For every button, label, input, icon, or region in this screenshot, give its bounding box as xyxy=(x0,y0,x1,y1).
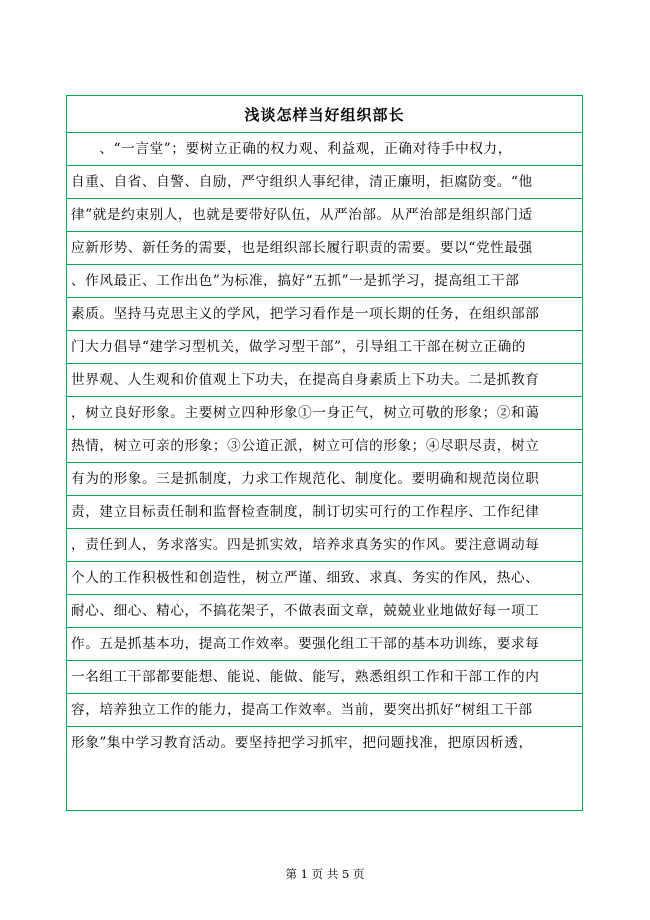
body-line: 作。五是抓基本功，提高工作效率。要强化组工干部的基本功训练，要求每 xyxy=(67,628,582,661)
body-line: 个人的工作积极性和创造性，树立严谨、细致、求真、务实的作风，热心、 xyxy=(67,562,582,595)
document-body xyxy=(67,133,582,810)
body-line: ，责任到人，务求落实。四是抓实效，培养求真务实的作风。要注意调动每 xyxy=(67,529,582,562)
body-line: 耐心、细心、精心，不搞花架子，不做表面文章，兢兢业业地做好每一项工 xyxy=(67,595,582,628)
body-line: 、作风最正、工作出色”为标准，搞好“五抓”一是抓学习，提高组工干部 xyxy=(67,265,582,298)
body-line: 门大力倡导“建学习型机关，做学习型干部”，引导组工干部在树立正确的 xyxy=(67,331,582,364)
body-line: 、“一言堂”；要树立正确的权力观、利益观，正确对待手中权力， xyxy=(67,133,582,166)
body-line: 形象”集中学习教育活动。要坚持把学习抓牢，把问题找准，把原因析透， xyxy=(71,735,533,751)
body-line: 律”就是约束别人，也就是要带好队伍，从严治部。从严治部是组织部门适 xyxy=(67,199,582,232)
body-line: 热情，树立可亲的形象；③公道正派，树立可信的形象；④尽职尽责，树立 xyxy=(67,430,582,463)
body-line: 一名组工干部都要能想、能说、能做、能写，熟悉组织工作和干部工作的内 xyxy=(67,661,582,694)
body-line: 责，建立目标责任制和监督检查制度，制订切实可行的工作程序、工作纪律 xyxy=(67,496,582,529)
document-frame xyxy=(66,95,583,811)
body-line: 有为的形象。三是抓制度，力求工作规范化、制度化。要明确和规范岗位职 xyxy=(67,463,582,496)
body-line: 素质。坚持马克思主义的学风，把学习看作是一项长期的任务，在组织部部 xyxy=(67,298,582,331)
body-line: 容，培养独立工作的能力，提高工作效率。当前，要突出抓好“树组工干部 xyxy=(67,694,582,727)
document-title: 浅谈怎样当好组织部长 xyxy=(67,96,582,133)
body-line: 应新形势、新任务的需要，也是组织部长履行职责的需要。要以“党性最强 xyxy=(67,232,582,265)
body-line: 自重、自省、自警、自励，严守组织人事纪律，清正廉明，拒腐防变。“他 xyxy=(67,166,582,199)
body-line: ，树立良好形象。主要树立四种形象①一身正气，树立可敬的形象；②和蔼 xyxy=(67,397,582,430)
body-line: 世界观、人生观和价值观上下功夫，在提高自身素质上下功夫。二是抓教育 xyxy=(67,364,582,397)
page-number-footer: 第 1 页 共 5 页 xyxy=(285,867,365,881)
